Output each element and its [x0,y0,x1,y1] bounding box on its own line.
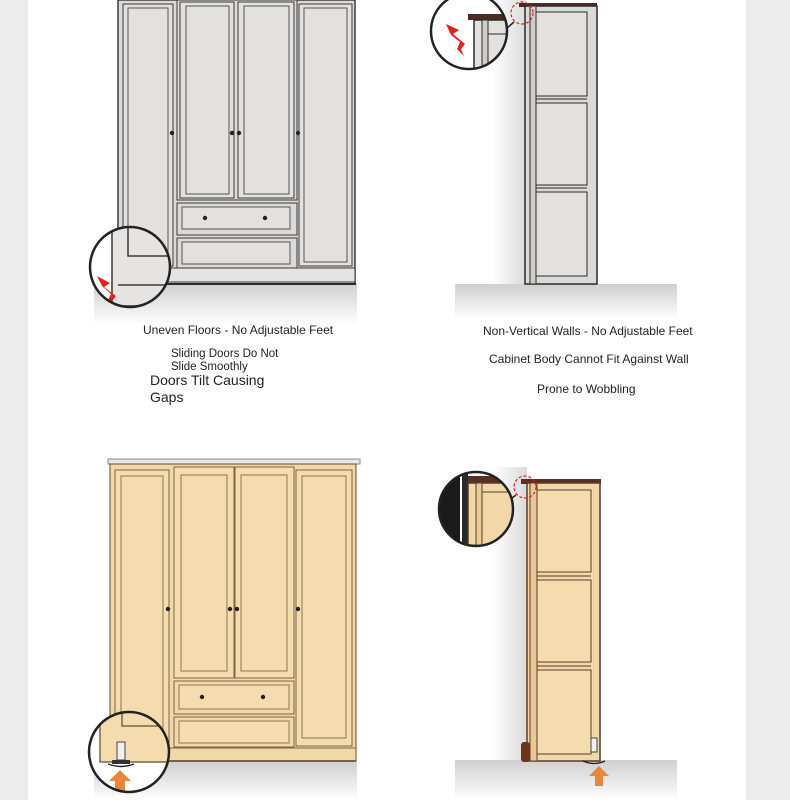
caption-prone-wobbling: Prone to Wobbling [537,382,636,396]
caption-doors-tilt: Doors Tilt Causing Gaps [150,372,265,405]
caption-cannot-fit-wall: Cabinet Body Cannot Fit Against Wall [489,352,689,366]
caption-non-vertical-walls: Non-Vertical Walls - No Adjustable Feet [483,324,693,338]
caption-sliding-doors: Sliding Doors Do Not Slide Smoothly [171,348,279,373]
caption-uneven-floors: Uneven Floors - No Adjustable Feet [143,323,334,337]
